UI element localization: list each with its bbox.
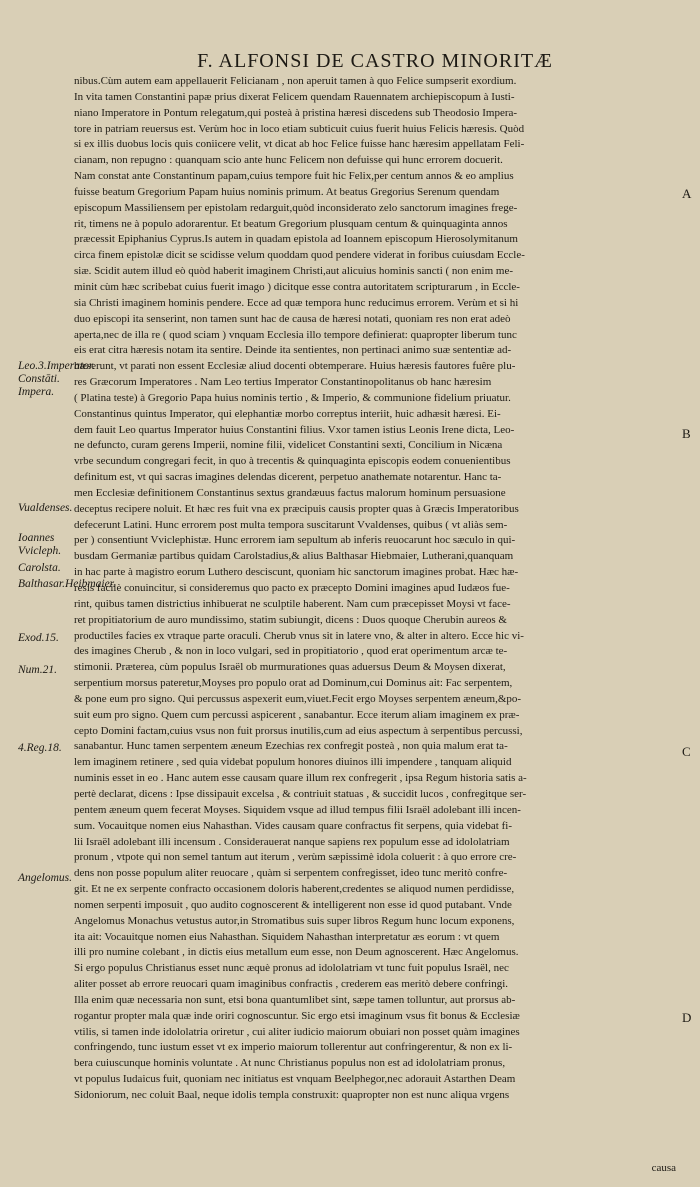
text-line: rogantur propter mala quæ inde oriri cognoscuntur. Sic ergo etsi imaginum vsus fit bonus & Ecclesiæ [74,1009,520,1022]
text-line: ita ait: Vocauitque nomen eius Nahasthan. Siquidem Nahasthan interpretatur æs eorum : vt quem [74,930,500,943]
text-line: dem fauit Leo quartus Imperator huius Constantini filius. Vxor tamen istius Leonis Irene dicta, Leo- [74,423,515,436]
text-line: definitum est, vt qui sacras imagines delendas dicerent, perpetuo anathemate notarentur. Hanc ta- [74,471,502,484]
text-line: vtilis, si tamen inde idololatria oriretur , cui aliter iudicio maiorum obuiari non posset quàm imagines [74,1025,520,1038]
text-line: ne defuncto, curam gerens Imperii, nomine filii, videlicet Constantini sexti, Concilium in Nicæna [74,439,503,452]
margin-note: Leo.3.Imperator. Constāti. Impera. [18,360,95,398]
section-letter: B [682,426,691,441]
text-line: lem imaginem retinere , sed quia videbat populum honores diuinos illi impendere , tanquam aliquid [74,756,512,769]
margin-note: 4.Reg.18. [18,742,62,754]
section-letter: C [682,744,691,759]
text-line: numinis esset in eo . Hanc autem esse causam quare illum rex confregerit , ipsa Regum historia satis a- [74,772,527,785]
text-line: aperta,nec de illa re ( quod sciam ) vnquam Ecclesia illo tempore definierat: quapropter liberum tunc [74,328,517,341]
text-line: serpentium morsus pateretur,Moyses pro populo orat ad Dominum,cui Dominus ait: Fac serpentem, [74,677,513,690]
text-line: bera cuiuscunque hominis voluntate . At nunc Christianus populus non est ad idololatriam pronus, [74,1057,506,1070]
text-line: per ) consentiunt Vviclephistæ. Hunc errorem iam sepultum ab inferis reuocarunt hoc sæculo in qui- [74,534,516,547]
text-line: dens non posse populum aliter reuocare , quàm si serpentem confregisset, ideo tunc meritò confre- [74,867,508,880]
text-line: Angelomus Monachus vetustus autor,in Stromatibus suis super libros Regum hunc locum exponens, [74,914,515,927]
body-text [74,74,684,1104]
text-line: productiles facies ex vtraque parte oraculi. Cherub vnus sit in latere vno, & alter in altero. Ecce hic vi- [74,629,524,642]
margin-note: Angelomus. [18,872,72,884]
text-line: illi pro numine colebant , in dictis eius metallum eum esse, non Deum agnoscerent. Hæc Angelomus. [74,946,519,959]
text-line: duo episcopi ita senserint, non tamen sunt hac de causa de hæresi notati, quoniam res non erat adeò [74,312,511,325]
margin-note: Vualdenses. [18,502,73,514]
margin-note: Exod.15. [18,632,59,644]
text-line: Illa enim quæ necessaria non sunt, etsi bona quantumlibet sint, sæpe tamen tolluntur, aut prorsus ab- [74,993,516,1006]
text-line: tore in patriam reuersus est. Verùm hoc in loco etiam subticuit cuius fuerit huius Felicis hæresis. Quòd [74,122,525,135]
text-line: nibus.Cùm autem eam appellauerit Felicianam , non aperuit tamen à quo Felice sumpserit exordium. [74,75,517,87]
text-line: eis erat citra hæresis notam ita sentire. Deinde ita sentientes, non pertinaci animo suæ sententiæ ad- [74,344,512,357]
text-line: Constantinus quintus Imperator, qui elephantiæ morbo correptus interiit, huic adhæsit hæresi. Ei- [74,407,501,420]
text-line: sia Christi imaginem hominis pendere. Ecce ad quæ tempora hunc reducimus errorem. Verùm et si hi [74,296,519,309]
text-line: pentem æneum quem fecerat Moyses. Siquidem vsque ad illud tempus filii Israël adolebant illi incen- [74,803,521,816]
section-letter: A [682,186,692,201]
text-line: resis facilè conuincitur, si consideremus quo pacto ex præcepto Domini imagines apud Iudæos fue- [74,582,510,594]
text-line: In vita tamen Constantini papæ prius dixerat Felicem quendam Rauennatem archiepiscopum à Iusti- [74,90,515,103]
margin-note: Balthasar.Heibmaier. [18,578,116,590]
text-line: minit cùm hæc scribebat cuius fuerit imago ) dicitque esse contra autoritatem scripturarum , in Eccle- [74,280,520,293]
text-line: siæ. Scidit autem illud eò quòd haberit imaginem Christi,aut alicuius hominis sancti ( non enim me- [74,265,514,278]
text-line: vrbe secundum congregari fecit, in quo à trecentis & quinquaginta episcopis eodem conuenientibus [74,455,511,468]
text-line: defecerunt Latini. Hunc errorem post multa tempora suscitarunt Vvaldenses, quibus ( vt aliàs sem- [74,518,508,531]
text-line: in hac parte à magistro eorum Luthero desciscunt, quoniam hic sanctorum imagines probat. Hæc hæ- [74,566,519,579]
text-line: Sidoniorum, nec coluit Baal, neque idolis templa construxit: quapropter non est nunc aliqua vrgens [74,1089,510,1101]
text-line: & pone eum pro signo. Qui percussus aspexerit eum,viuet.Fecit ergo Moyses serpentem æneum,&po- [74,692,522,705]
text-line: circa finem epistolæ dicit se scidisse velum quoddam quod pendere viderat in foribus cuiusdam Eccle- [74,249,525,262]
text-line: sum. Vocauitque nomen eius Nahasthan. Vides causam quare confractus fit serpens, quia videbat fi- [74,819,512,832]
text-line: fuisse beatum Gregorium Papam huius nominis primum. At beatus Gregorius Serenum quendam [74,185,500,198]
running-header: F. ALFONSI DE CASTRO MINORITÆ [197,50,553,72]
text-line: vt populus Iudaicus fuit, quoniam nec initiatus est vnquam Beelphegor,nec adorauit Astarthen Deam [74,1073,516,1086]
text-line: præcessit Epiphanius Cyprus.Is autem in quadam epistola ad Ioannem episcopum Hierosolymitanum [74,233,518,246]
text-line: git. Et ne ex serpente confracto occasionem doloris haberent,credentes se aliquod numen perdidisse, [74,883,515,896]
text-line: si ex illis duobus locis quis coniicere velit, vt dicat ab hoc Felice fuisse hanc hæresim appellatam Feli- [74,138,525,151]
text-line: lii Israël adolebant illi incensum . Considerauerat nanque sapiens rex populum esse ad idololatriam [74,835,510,848]
text-line: nomen serpenti imposuit , quo audito cognoscerent & intelligerent non esse id quod putabant. Vnde [74,898,512,911]
margin-note: Carolsta. [18,562,61,574]
catchword: causa [651,1162,676,1174]
text-line: pronum , vtpote qui non semel tantum aut iterum , verùm sæpissimè idola coluerit : à quo errore cre- [74,851,517,864]
text-line: men Ecclesiæ definitionem Constantinus sextus grandæuus factus malorum hominum persuasione [74,486,506,499]
text-line: cianam, non repugno : quanquam scio ante hunc Felicem non defuisse qui hunc errorem docuerit. [74,154,503,167]
text-line: rit, timens ne à populo adorarentur. Et beatum Gregorium plusquam centum & quinquaginta annos [74,217,508,230]
text-line: aliter posset ab errore reuocari quam imaginibus confractis , crederem eas meritò debere confringi. [74,978,509,991]
text-line: confringendo, tunc iustum esset vt ex imperio maiorum tollerentur aut confringerentur, & non ex li- [74,1041,513,1054]
text-line: busdam Germaniæ partibus quidam Carolstadius,& alius Balthasar Hiebmaier, Lutherani,quanquam [74,550,514,563]
text-line: niano Imperatore in Pontum relegatum,qui posteà à pristina hæresi discedens sub Theodosio Impera- [74,106,518,119]
section-letter: D [682,1010,692,1025]
text-line: suit eum pro signo. Quem cum percussi aspicerent , sanabantur. Ecce iterum aliam imaginem ex præ- [74,708,520,721]
text-line: episcopum Massiliensem per epistolam redarguit,quòd inconsiderato zelo sanctorum imagines frege- [74,201,518,214]
text-line: Nam constat ante Constantinum papam,cuius tempore fuit hic Felix,per centum annos & eo amplius [74,170,514,183]
text-line: des imagines Cherub , & non in loco vulgari, sed in propitiatorio , quod erat operimentum arcæ te- [74,645,508,658]
margin-note: Ioannes Vvicleph. [18,532,62,557]
text-line: pertè declarat, dicens : Ipse dissipauit excelsa , & contriuit statuas , & succidit lucos , confregitque ser- [74,787,527,800]
text-line: stimonii. Præterea, cùm populus Israël ob murmurationes quas aduersus Deum & Moysen dixerat, [74,661,506,674]
text-line: Si ergo populus Christianus esset nunc æquè pronus ad idololatriam vt tunc fuit populus Israël, nec [74,962,509,975]
text-line: sanabantur. Hunc tamen serpentem æneum Ezechias rex confregit posteà , non quia malum erat ta- [74,740,508,753]
text-line: ( Platina teste) à Gregorio Papa huius nominis tertio , & Imperio, & communione fidelium priuatur. [74,391,511,404]
text-line: hæserunt, vt parati non essent Ecclesiæ aliud docenti obtemperare. Huius hæresis fautores fuêre plu- [74,360,516,373]
text-line: cepto Domini factam,cuius vsus non fuit prorsus inutilis,cum ad eius aspectum à serpentibus percussi, [74,724,523,737]
text-line: deceptus recipere noluit. Et hæc res fuit vna ex præcipuis causis propter quas à Græcis Imperatoribus [74,502,519,515]
text-line: res Græcorum Imperatores . Nam Leo tertius Imperator Constantinopolitanus ob hanc hæresim [74,376,492,389]
margin-note: Num.21. [18,664,57,676]
text-line: ret propitiatorium de auro mundissimo, statim subiungit, dicens : Duos quoque Cherubin aureos & [74,613,507,626]
text-line: rint, quibus tamen districtius inhibuerat ne sculptile haberent. Nam cum præcepisset Moysi vt face- [74,597,511,610]
